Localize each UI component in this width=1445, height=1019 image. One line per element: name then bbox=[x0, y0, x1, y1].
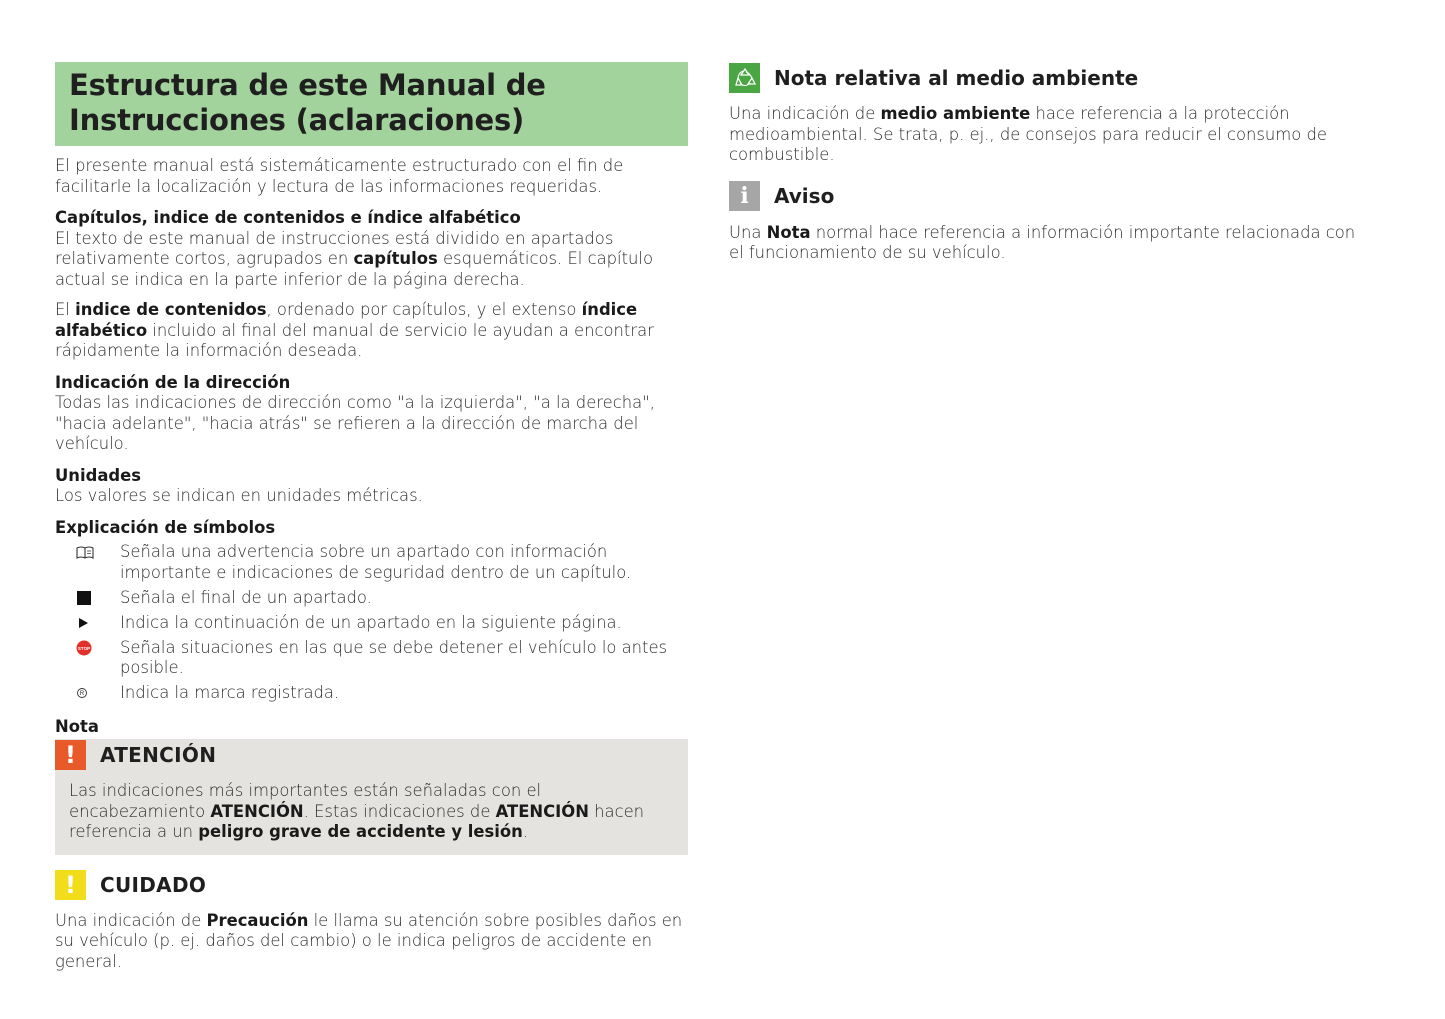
list-item bbox=[55, 588, 688, 609]
list-item bbox=[55, 638, 688, 679]
stop-icon bbox=[55, 638, 120, 658]
notice-header bbox=[729, 181, 1359, 212]
caution-text: Una indicación de Precaución le llama su atención sobre posibles daños en su vehículo (p. ej. daños del cambio) o le indica peligros de accidente en general. bbox=[55, 910, 683, 971]
caution-header bbox=[55, 869, 688, 901]
exclamation-icon: ! bbox=[55, 870, 86, 900]
caution-label: CUIDADO bbox=[100, 872, 207, 897]
svg-text:R: R bbox=[79, 691, 85, 697]
direction-section bbox=[55, 373, 688, 455]
warning-text: Las indicaciones más importantes están señaladas con el encabezamiento ATENCIÓN. Estas indicaciones de ATENCIÓN hacen referencia a un peligro grave de accidente y lesión. bbox=[69, 781, 645, 841]
triangle-right-icon bbox=[55, 613, 120, 633]
environment-header bbox=[729, 62, 1359, 93]
notice-text: Una Nota normal hace referencia a información importante relacionada con el funcionamiento de su vehículo. bbox=[729, 222, 1356, 262]
warning-header bbox=[55, 739, 674, 771]
info-icon: i bbox=[729, 181, 760, 211]
environment-text: Una indicación de medio ambiente hace referencia a la protección medioambiental. Se trata, p. ej., de consejos para reducir el consumo de combustible. bbox=[729, 104, 1328, 164]
left-column bbox=[55, 62, 688, 972]
intro-paragraph: El presente manual está sistemáticamente estructurado con el fin de facilitarle la localización y lectura de las informaciones requeridas. bbox=[55, 156, 624, 196]
chapters-paragraph-1: El texto de este manual de instrucciones está dividido en apartados relativamente cortos, agrupados en capítulos esquemáticos. El capítulo actual se indica en la parte inferior de la página derecha. bbox=[55, 228, 653, 289]
units-section bbox=[55, 466, 688, 507]
svg-text:STOP: STOP bbox=[77, 645, 91, 651]
symbols-list bbox=[55, 542, 688, 704]
direction-text: Todas las indicaciones de dirección como "a la izquierda", "a la derecha", "hacia adelante", "hacia atrás" se refieren a la dirección de marcha del vehículo. bbox=[55, 393, 655, 453]
symbols-heading: Explicación de símbolos bbox=[55, 517, 276, 537]
units-text: Los valores se indican en unidades métricas. bbox=[55, 486, 423, 505]
registered-icon bbox=[55, 683, 120, 703]
symbol-description: Señala una advertencia sobre un apartado con información importante e indicaciones de seguridad dentro de un capítulo. bbox=[120, 542, 632, 582]
page-title: Estructura de este Manual de Instrucciones (aclaraciones) bbox=[69, 68, 546, 137]
book-icon bbox=[55, 542, 120, 562]
symbol-description: Señala situaciones en las que se debe detener el vehículo lo antes posible. bbox=[120, 637, 668, 677]
black-square-icon bbox=[55, 588, 120, 608]
chapters-heading: Capítulos, indice de contenidos e índice alfabético bbox=[55, 208, 521, 227]
list-item bbox=[55, 613, 688, 634]
symbol-description: Indica la marca registrada. bbox=[120, 683, 340, 702]
chapters-paragraph-2: El indice de contenidos, ordenado por capítulos, y el extenso índice alfabético incluido al final del manual de servicio le ayudan a encontrar rápidamente la información deseada. bbox=[55, 300, 654, 360]
direction-heading: Indicación de la dirección bbox=[55, 372, 291, 392]
recycle-icon bbox=[729, 63, 760, 93]
warning-box bbox=[55, 739, 688, 855]
list-item bbox=[55, 542, 688, 583]
nota-label: Nota bbox=[55, 716, 99, 736]
exclamation-icon: ! bbox=[55, 740, 86, 770]
environment-label: Nota relativa al medio ambiente bbox=[774, 65, 1139, 90]
chapters-section bbox=[55, 208, 688, 362]
warning-label: ATENCIÓN bbox=[100, 743, 217, 767]
title-banner bbox=[55, 62, 688, 146]
symbol-description: Indica la continuación de un apartado en la siguiente página. bbox=[120, 612, 622, 632]
list-item bbox=[55, 683, 688, 704]
symbols-section bbox=[55, 518, 688, 704]
notice-label: Aviso bbox=[774, 184, 835, 208]
symbol-description: Señala el final de un apartado. bbox=[120, 587, 372, 607]
right-column bbox=[729, 62, 1359, 264]
units-heading: Unidades bbox=[55, 465, 141, 485]
